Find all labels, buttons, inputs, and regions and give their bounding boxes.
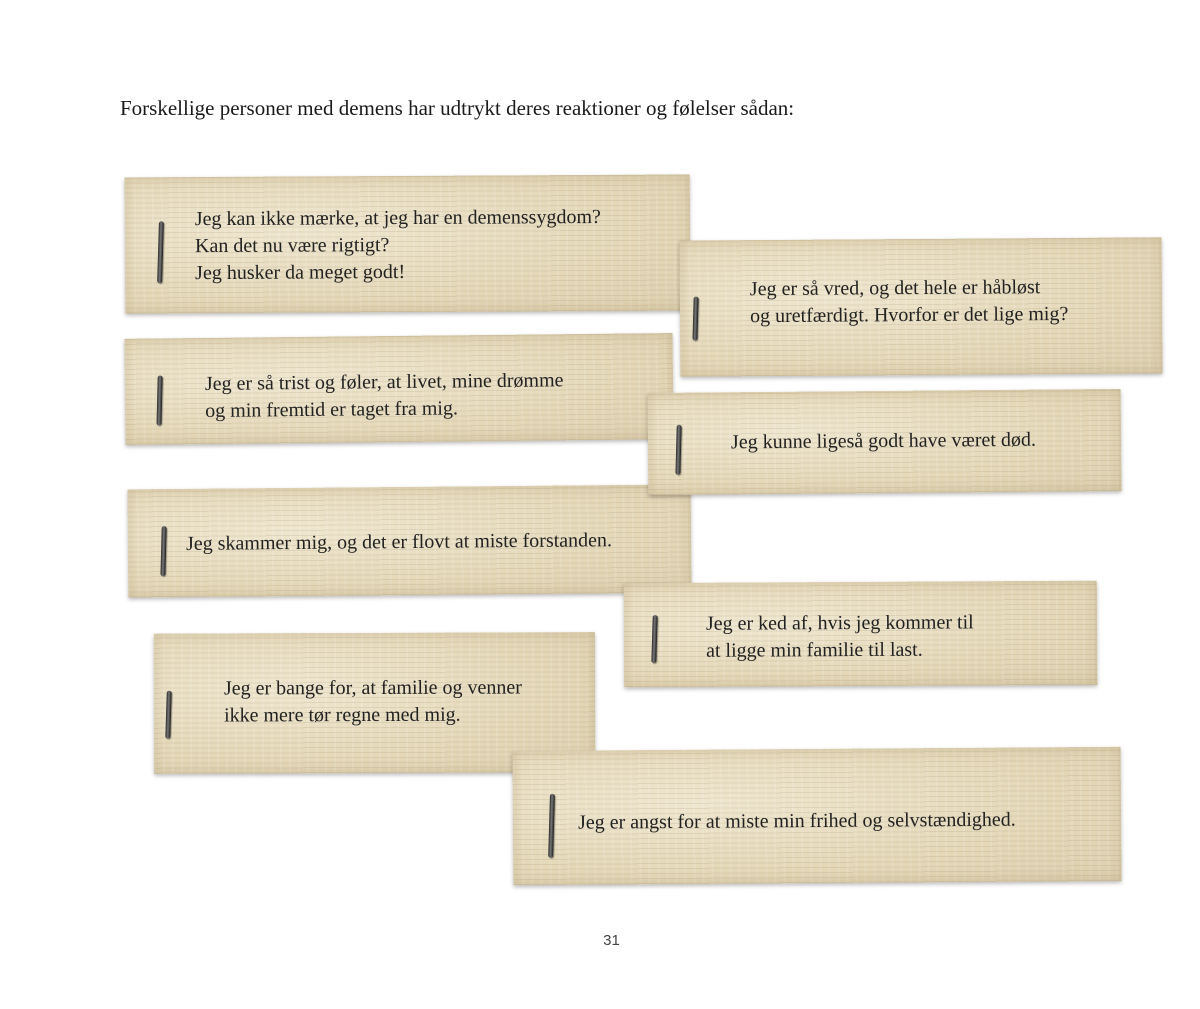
staple-icon xyxy=(692,297,698,341)
quote-line: Jeg er bange for, at familie og venner xyxy=(223,676,522,700)
quote-line: og uretfærdigt. Hvorfor er det lige mig? xyxy=(749,302,1069,328)
quote-note-6 xyxy=(624,581,1098,687)
staple-icon xyxy=(675,425,681,475)
quote-line: Jeg husker da meget godt! xyxy=(195,261,406,285)
staple-icon xyxy=(156,375,162,425)
quote-line: Jeg er så trist og føler, at livet, mine drømme xyxy=(204,369,564,396)
quote-text xyxy=(224,674,522,729)
quote-line: Kan det nu være rigtigt? xyxy=(194,234,390,258)
staple-icon xyxy=(157,221,164,283)
staple-icon xyxy=(651,615,657,663)
quote-text xyxy=(205,367,564,425)
quote-text xyxy=(186,527,612,558)
quote-line: Jeg er så vred, og det hele er håbløst xyxy=(749,276,1041,301)
staple-icon xyxy=(165,691,172,739)
quote-note-8 xyxy=(513,747,1122,885)
quote-line: Jeg kan ikke mærke, at jeg har en demenssygdom? xyxy=(194,205,601,231)
page-number: 31 xyxy=(603,932,620,949)
quote-note-1 xyxy=(125,175,691,314)
quote-text xyxy=(731,427,1036,457)
quote-line: at ligge min familie til last. xyxy=(706,638,923,662)
staple-icon xyxy=(548,794,555,858)
quote-text xyxy=(706,609,974,664)
quote-note-5 xyxy=(128,485,692,598)
quote-text xyxy=(195,204,601,287)
quote-line: Jeg kunne ligeså godt have været død. xyxy=(730,428,1037,454)
quote-note-2 xyxy=(680,237,1163,376)
quote-line: Jeg er ked af, hvis jeg kommer til xyxy=(705,611,974,635)
intro-text: Forskellige personer med demens har udtrykt deres reaktioner og følelser sådan: xyxy=(120,96,795,120)
quote-line: Jeg er angst for at miste min frihed og selvstændighed. xyxy=(577,808,1016,834)
staple-icon xyxy=(160,526,166,576)
quote-text xyxy=(750,274,1069,330)
quote-text xyxy=(578,807,1016,837)
quote-line: ikke mere tør regne med mig. xyxy=(224,703,461,727)
quote-line: Jeg skammer mig, og det er flovt at miste forstanden. xyxy=(185,529,613,555)
quote-note-4 xyxy=(648,389,1122,495)
quote-line: og min fremtid er taget fra mig. xyxy=(205,397,459,423)
quote-note-3 xyxy=(124,333,673,445)
